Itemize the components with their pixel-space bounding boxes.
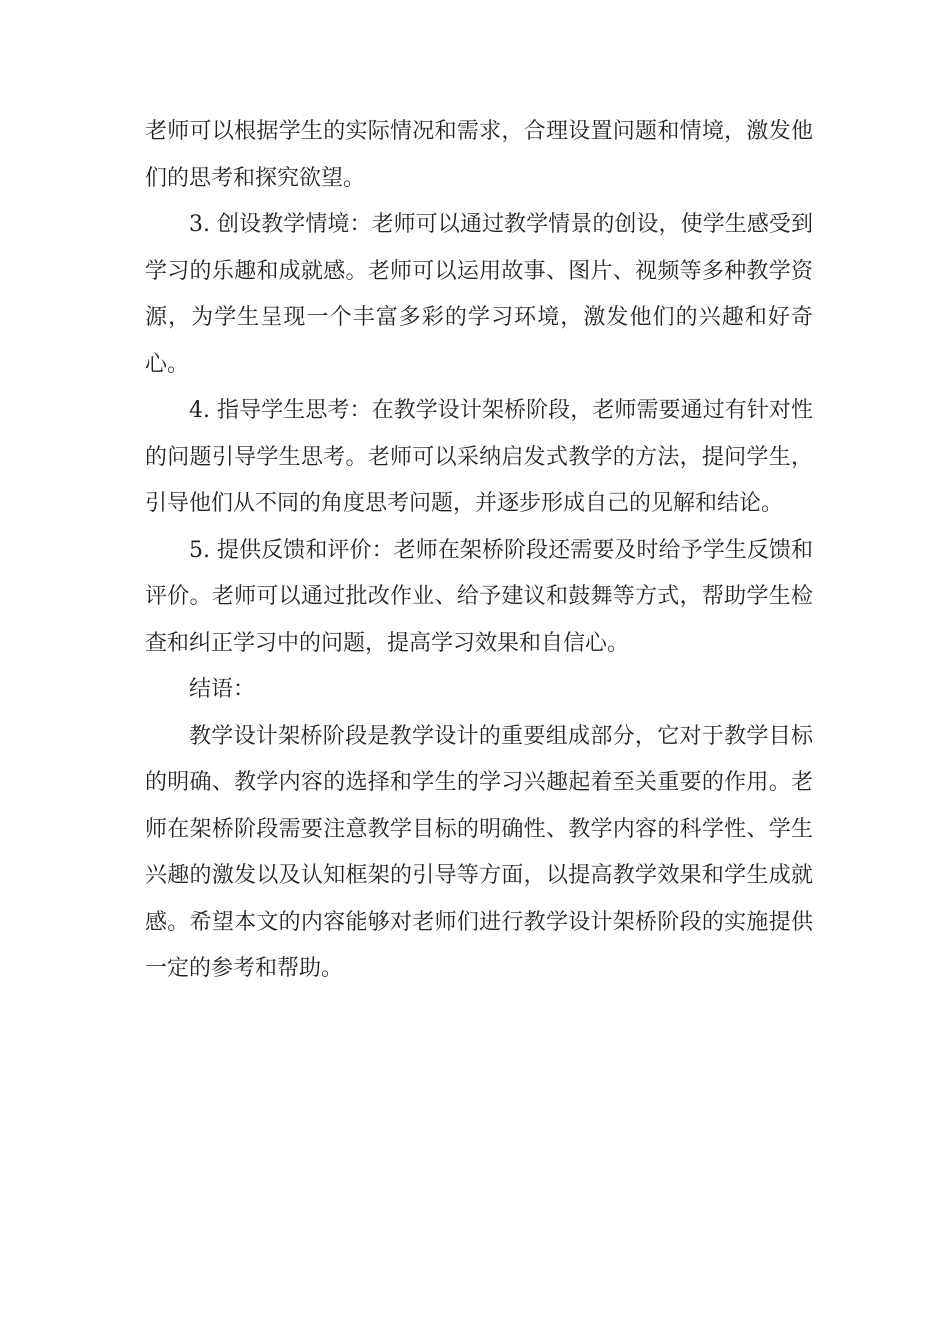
conclusion-heading: 结语：: [189, 677, 256, 702]
paragraph-item-4: 4. 指导学生思考：在教学设计架桥阶段，老师需要通过有针对性的问题引导学生思考。老师可以采纳启发式教学的方法，提问学生，引导他们从不同的角度思考问题，并逐步形成自己的见解和结论。: [145, 398, 813, 516]
paragraph-conclusion-body: 教学设计架桥阶段是教学设计的重要组成部分，它对于教学目标的明确、教学内容的选择和学生的学习兴趣起着至关重要的作用。老师在架桥阶段需要注意教学目标的明确性、教学内容的科学性、学生兴趣的激发以及认知框架的引导等方面，以提高教学效果和学生成就感。希望本文的内容能够对老师们进行教学设计架桥阶段的实施提供一定的参考和帮助。: [145, 723, 813, 981]
document-body: [145, 109, 813, 993]
paragraph-item-3: 3. 创设教学情境：老师可以通过教学情景的创设，使学生感受到学习的乐趣和成就感。老师可以运用故事、图片、视频等多种教学资源，为学生呈现一个丰富多彩的学习环境，激发他们的兴趣和好奇心。: [145, 212, 813, 377]
paragraph-continuation: 老师可以根据学生的实际情况和需求，合理设置问题和情境，激发他们的思考和探究欲望。: [145, 119, 813, 191]
paragraph-item-5: 5. 提供反馈和评价：老师在架桥阶段还需要及时给予学生反馈和评价。老师可以通过批改作业、给予建议和鼓舞等方式，帮助学生检查和纠正学习中的问题，提高学习效果和自信心。: [145, 537, 813, 656]
